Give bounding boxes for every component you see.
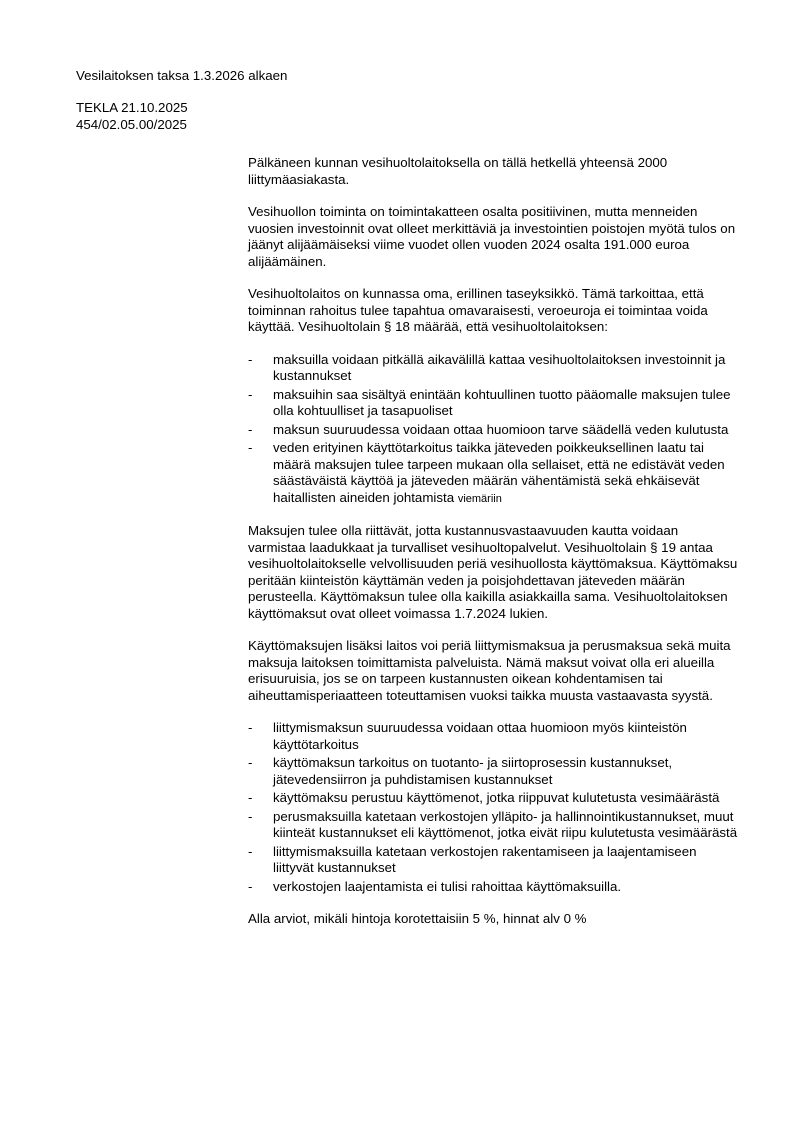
dash-marker: - (248, 790, 253, 805)
dash-marker: - (248, 421, 253, 437)
dash-marker: - (248, 720, 253, 735)
law-requirements-list (248, 352, 738, 508)
list-item: - liittymismaksuilla katetaan verkostojen rakentamiseen ja laajentamiseen liittyvät kustannukset (248, 843, 697, 875)
list-item: - verkostojen laajentamista ei tulisi rahoittaa käyttömaksuilla. (248, 878, 622, 894)
list-item: - maksun suuruudessa voidaan ottaa huomioon tarve säädellä veden kulutusta (248, 421, 729, 437)
paragraph-other-fees: Käyttömaksujen lisäksi laitos voi periä liittymismaksua ja perusmaksua sekä muita maksuja laitoksen toimittamista palveluista. Nämä maksut voivat olla eri alueilla erisuuruisia, jos se on tarpeen kustannusten oikean kohdentamisen tai aiheuttamisperiaatteen toteuttamisen vuoksi taikka muusta vastaavasta syystä. (248, 638, 731, 703)
list-item: - liittymismaksun suuruudessa voidaan ottaa huomioon myös kiinteistön käyttötarkoitus (248, 720, 687, 752)
dash-marker: - (248, 808, 253, 824)
list-item: - maksuihin saa sisältyä enintään kohtuullinen tuotto pääomalle maksujen tulee olla kohtuulliset ja tasapuoliset (248, 386, 731, 418)
document-title: Vesilaitoksen taksa 1.3.2026 alkaen (76, 68, 288, 83)
document-body (248, 155, 738, 928)
paragraph-customers: Pälkäneen kunnan vesihuoltolaitoksella on tällä hetkellä yhteensä 2000 liittymäasiakasta. (248, 155, 668, 187)
paragraph-balance-unit: Vesihuoltolaitos on kunnassa oma, erillinen taseyksikkö. Tämä tarkoittaa, että toiminnan rahoitus tulee tapahtua omavaraisesti, veroeuroja ei toimintaa voida käyttää. Vesihuoltolain § 18 määrää, että vesihuoltolaitoksen: (248, 286, 708, 334)
paragraph-finances: Vesihuollon toiminta on toimintakatteen osalta positiivinen, mutta menneiden vuosien investoinnit ovat olleet merkittäviä ja investointien poistojen myötä tulos on jäänyt alijäämäiseksi viime vuodet ollen vuoden 2024 osalta 191.000 euroa alijäämäinen. (248, 204, 736, 269)
paragraph-usage-fees: Maksujen tulee olla riittävät, jotta kustannusvastaavuuden kautta voidaan varmistaa laadukkaat ja turvalliset vesihuoltopalvelut. Vesihuoltolain § 19 antaa vesihuoltolaitokselle velvollisuuden periä vesihuollosta käyttömaksua. Käyttömaksu peritään kiinteistön käyttämän veden ja poisjohdettavan jäteveden määrän perusteella. Käyttömaksun tulee olla kaikilla asiakkailla sama. Vesihuoltolaitoksen käyttömaksut ovat olleet voimassa 1.7.2024 lukien. (248, 523, 738, 621)
list-item: - käyttömaksun tarkoitus on tuotanto- ja siirtoprosessin kustannukset, jätevedensiirron ja puhdistamisen kustannukset (248, 755, 673, 787)
meeting-reference: TEKLA 21.10.2025 (76, 100, 188, 116)
dash-marker: - (248, 386, 253, 402)
dash-marker: - (248, 440, 253, 455)
list-item: - perusmaksuilla katetaan verkostojen ylläpito- ja hallinnointikustannukset, muut kiinteät kustannukset eli käyttömenot, jotka eivät riipu kulutetusta vesimäärästä (248, 808, 738, 840)
paragraph-estimates-intro: Alla arviot, mikäli hintoja korotettaisiin 5 %, hinnat alv 0 % (248, 911, 587, 926)
dash-marker: - (248, 351, 253, 367)
list-item: - veden erityinen käyttötarkoitus taikka jäteveden poikkeuksellinen laatu tai määrä maksujen tulee tarpeen mukaan olla sellaiset, että ne edistävät veden säästäväistä käyttöä ja jäteveden määrän vähentämistä sekä ehkäisevät haitallisten aineiden johtamista viemäriin (248, 440, 725, 505)
list-item-tail: viemäriin (457, 492, 502, 505)
list-item: - maksuilla voidaan pitkällä aikavälillä kattaa vesihuoltolaitoksen investoinnit ja kustannukset (248, 351, 726, 383)
case-number: 454/02.05.00/2025 (76, 116, 187, 132)
dash-marker: - (248, 755, 253, 770)
list-item: - käyttömaksu perustuu käyttömenot, jotka riippuvat kulutetusta vesimäärästä (248, 790, 720, 805)
fee-principles-list (248, 720, 738, 895)
document-header (76, 68, 287, 133)
dash-marker: - (248, 843, 253, 859)
dash-marker: - (248, 878, 253, 894)
